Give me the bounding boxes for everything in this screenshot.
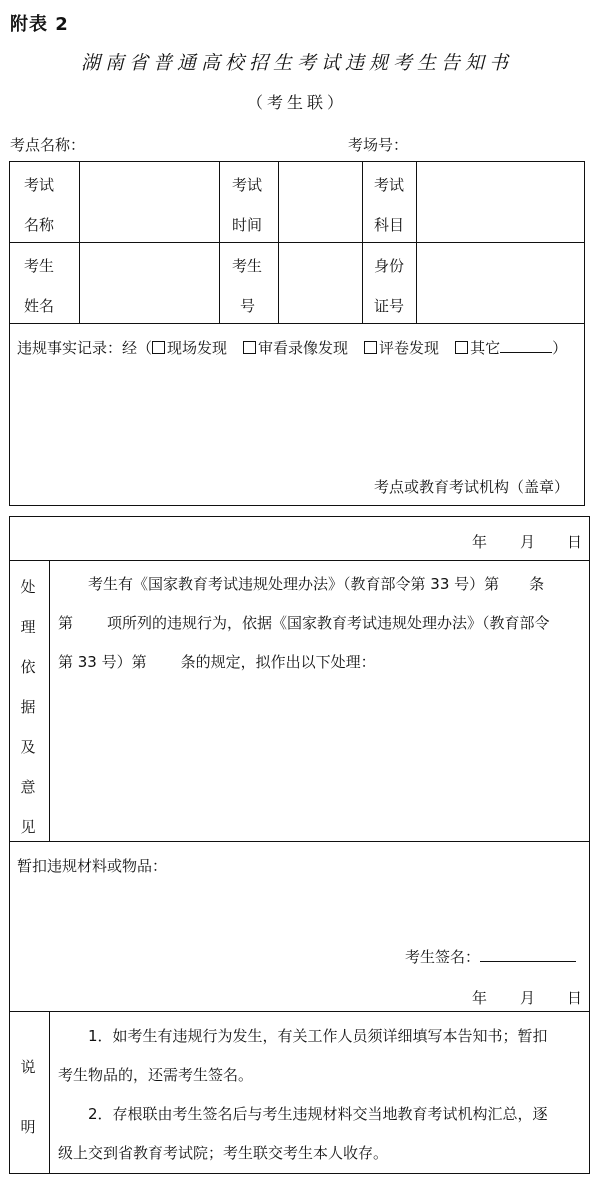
onsite-checkbox[interactable] (152, 341, 165, 354)
sign-date-day: 日 (567, 989, 583, 1007)
candidate-signature-line (405, 946, 576, 967)
onsite-option-label: 现场发现 (167, 339, 228, 357)
seal-label: 考点或教育考试机构（盖章） (374, 478, 570, 496)
notes-label-char: 说 (20, 1058, 36, 1076)
basis-label-char: 处 (20, 578, 36, 596)
note-1-line-2: 考生物品的，还需考生签名。 (58, 1066, 254, 1084)
room-number-label: 考场号： (348, 136, 409, 154)
date-month: 月 (520, 533, 536, 551)
grading-option-label: 评卷发现 (379, 339, 440, 357)
candidate-name-label: 考生 姓名 (24, 257, 55, 315)
other-option-label: 其它 (470, 339, 501, 357)
violation-record-prefix: 违规事实记录：经（ (17, 339, 153, 357)
basis-label-char: 及 (20, 738, 36, 756)
video-review-checkbox[interactable] (243, 341, 256, 354)
sign-date-month: 月 (520, 989, 536, 1007)
basis-label-char: 见 (20, 818, 36, 836)
video-review-option-label: 审看录像发现 (258, 339, 349, 357)
id-number-label: 身份 证号 (374, 257, 405, 315)
basis-text-line-3: 第 33 号）第 条的规定，拟作出以下处理： (58, 653, 376, 671)
date-day: 日 (567, 533, 583, 551)
candidate-number-label: 考生 号 (232, 257, 263, 315)
violation-record-line (17, 337, 567, 358)
basis-text-line-2: 第 项所列的违规行为，依据《国家教育考试违规处理办法》（教育部令 (58, 614, 550, 632)
note-1-line-1: 1．如考生有违规行为发生，有关工作人员须详细填写本告知书；暂扣 (88, 1027, 548, 1045)
date-year: 年 (472, 533, 488, 551)
site-name-label: 考点名称： (10, 136, 86, 154)
basis-text-line-1: 考生有《国家教育考试违规处理办法》（教育部令第 33 号）第 条 (88, 575, 545, 593)
signature-label: 考生签名： (405, 948, 481, 966)
seized-items-label: 暂扣违规材料或物品： (17, 857, 168, 875)
other-blank[interactable] (500, 352, 552, 353)
basis-label-char: 理 (20, 618, 36, 636)
form-title: 湖南省普通高校招生考试违规考生告知书 (80, 52, 513, 74)
note-2-line-1: 2．存根联由考生签名后与考生违规材料交当地教育考试机构汇总，逐 (88, 1105, 548, 1123)
note-2-line-2: 级上交到省教育考试院；考生联交考生本人收存。 (58, 1144, 389, 1162)
violation-record-suffix: ） (552, 339, 568, 357)
basis-label-char: 据 (20, 698, 36, 716)
other-checkbox[interactable] (455, 341, 468, 354)
form-subtitle: （考生联） (246, 93, 347, 112)
exam-time-label: 考试 时间 (232, 176, 263, 234)
exam-name-label: 考试 名称 (24, 176, 55, 234)
attachment-label: 附表 2 (10, 14, 69, 35)
basis-label-char: 意 (20, 778, 36, 796)
signature-blank[interactable] (480, 961, 576, 962)
sign-date-year: 年 (472, 989, 488, 1007)
grading-checkbox[interactable] (364, 341, 377, 354)
basis-label-char: 依 (20, 658, 36, 676)
notes-label-char: 明 (20, 1118, 36, 1136)
exam-subject-label: 考试 科目 (374, 176, 405, 234)
